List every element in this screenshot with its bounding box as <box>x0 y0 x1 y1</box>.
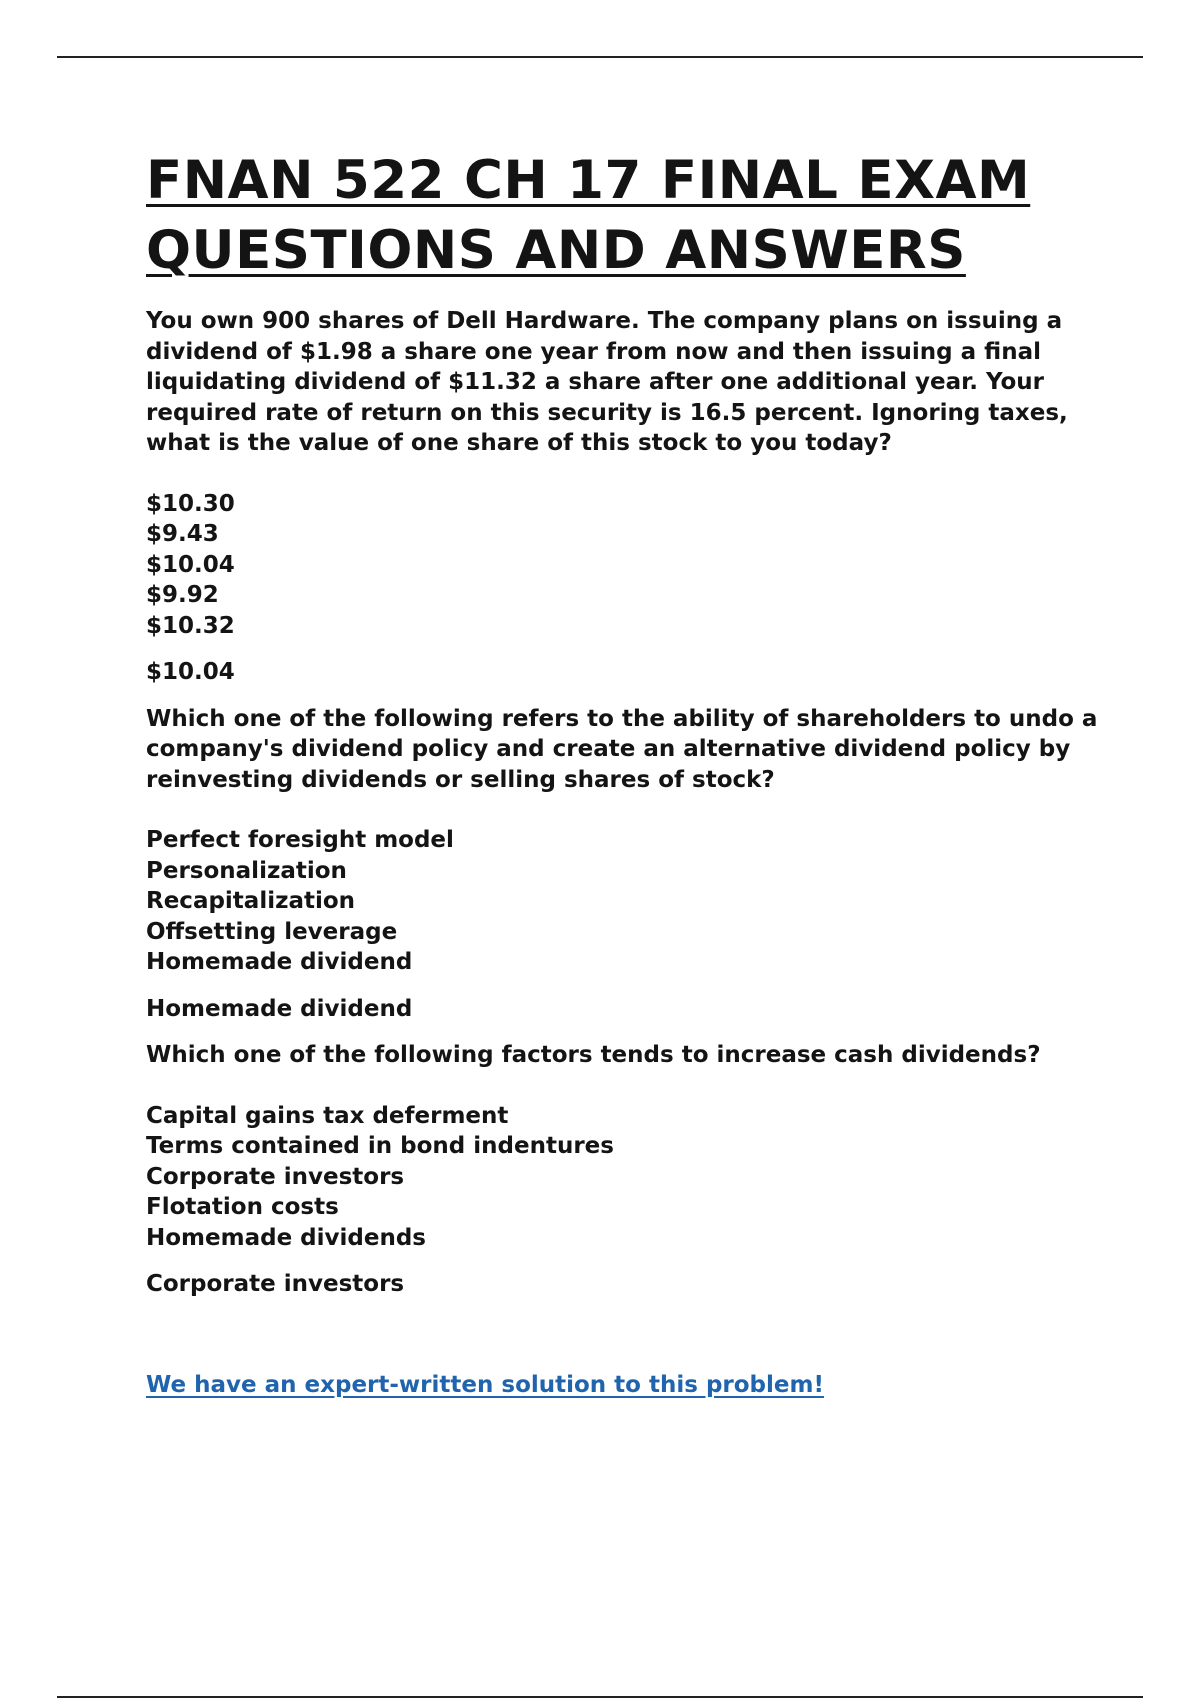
question-text: Which one of the following factors tends to increase cash dividends? <box>146 1042 1041 1068</box>
question-block-1 <box>146 306 1106 688</box>
option-item: $9.43 <box>146 521 219 547</box>
option-item: Flotation costs <box>146 1194 339 1220</box>
correct-answer: $10.04 <box>146 659 235 685</box>
question-block-2 <box>146 704 1106 1025</box>
expert-solution-link[interactable]: We have an expert-written solution to this problem! <box>146 1371 824 1398</box>
page-title: FNAN 522 CH 17 FINAL EXAM QUESTIONS AND ANSWERS <box>146 150 1031 281</box>
bottom-rule <box>57 1696 1143 1698</box>
option-item: $9.92 <box>146 582 219 608</box>
answer-options <box>146 825 1106 978</box>
option-item: Capital gains tax deferment <box>146 1102 509 1129</box>
document-body <box>146 146 1106 1400</box>
answer-options <box>146 489 1106 642</box>
option-item: Personalization <box>146 857 347 884</box>
correct-answer: Homemade dividend <box>146 995 413 1022</box>
correct-answer: Corporate investors <box>146 1271 405 1297</box>
option-item: Recapitalization <box>146 888 356 914</box>
option-item: Homemade dividend <box>146 949 413 975</box>
option-item: Terms contained in bond indentures <box>146 1133 614 1159</box>
option-item: Homemade dividends <box>146 1224 426 1251</box>
question-block-3 <box>146 1040 1106 1300</box>
option-item: $10.30 <box>146 490 235 517</box>
question-text: Which one of the following refers to the ability of shareholders to undo a company's dividend policy and create an alternative dividend policy by reinvesting dividends or selling shares of stock? <box>146 705 1098 793</box>
option-item: $10.04 <box>146 551 235 578</box>
top-rule <box>57 56 1143 58</box>
option-item: Corporate investors <box>146 1163 405 1190</box>
question-text: You own 900 shares of Dell Hardware. The company plans on issuing a dividend of $1.98 a share one year from now and then issuing a final liquidating dividend of $11.32 a share after one additional year. Your required rate of return on this security is 16.5 percent. Ignoring taxes, what is the value of one share of this stock to you today? <box>146 308 1068 456</box>
answer-options <box>146 1101 1106 1254</box>
option-item: Offsetting leverage <box>146 918 398 945</box>
option-item: $10.32 <box>146 612 235 639</box>
option-item: Perfect foresight model <box>146 827 454 853</box>
